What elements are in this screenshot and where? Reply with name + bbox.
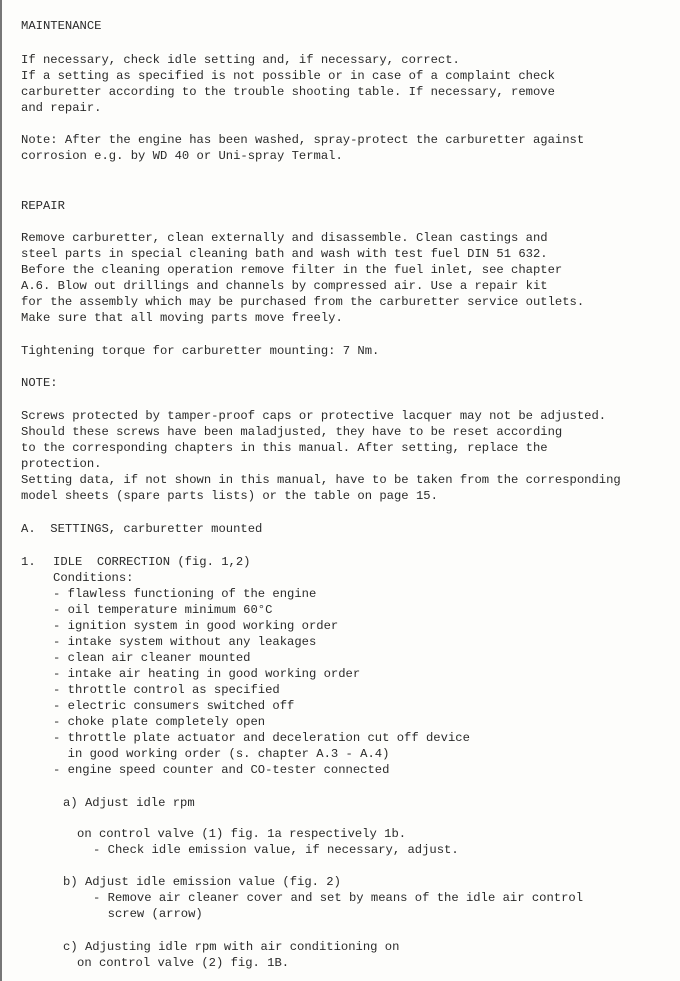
note-heading: NOTE: [21, 376, 58, 390]
step-a-line: - Check idle emission value, if necessary, adjust. [93, 843, 459, 857]
repair-text-line: Before the cleaning operation remove filter in the fuel inlet, see chapter [21, 263, 563, 277]
maintenance-heading: MAINTENANCE [21, 19, 102, 33]
condition-item: - clean air cleaner mounted [53, 651, 251, 665]
maintenance-text-line: carburetter according to the trouble shooting table. If necessary, remove [21, 85, 555, 99]
step-b-line: - Remove air cleaner cover and set by means of the idle air control [93, 891, 584, 905]
repair-text-line: steel parts in special cleaning bath and wash with test fuel DIN 51 632. [21, 247, 548, 261]
repair-text-line: Make sure that all moving parts move freely. [21, 311, 343, 325]
section-a-heading: A. SETTINGS, carburetter mounted [21, 522, 263, 536]
repair-text-line: for the assembly which may be purchased from the carburetter service outlets. [21, 295, 585, 309]
maintenance-text-line: and repair. [21, 101, 102, 115]
repair-heading: REPAIR [21, 199, 65, 213]
condition-item: - engine speed counter and CO-tester connected [53, 763, 390, 777]
condition-item: - throttle control as specified [53, 683, 280, 697]
condition-item: - oil temperature minimum 60°C [53, 603, 273, 617]
item-number: 1. [21, 555, 36, 569]
maintenance-text-line: If necessary, check idle setting and, if necessary, correct. [21, 53, 460, 67]
note-text-line: Should these screws have been maladjusted, they have to be reset according [21, 425, 563, 439]
maintenance-note-line: Note: After the engine has been washed, spray-protect the carburetter against [21, 133, 585, 147]
condition-item: - choke plate completely open [53, 715, 266, 729]
conditions-label: Conditions: [53, 571, 134, 585]
condition-item: - electric consumers switched off [53, 699, 295, 713]
condition-item: - intake system without any leakages [53, 635, 317, 649]
note-text-line: to the corresponding chapters in this manual. After setting, replace the [21, 441, 548, 455]
step-c-line: on control valve (2) fig. 1B. [77, 956, 290, 970]
condition-item: - throttle plate actuator and deceleration cut off device [53, 731, 470, 745]
maintenance-note-line: corrosion e.g. by WD 40 or Uni-spray Termal. [21, 149, 343, 163]
step-a-line: on control valve (1) fig. 1a respectively 1b. [77, 827, 407, 841]
step-a-title: a) Adjust idle rpm [63, 796, 195, 810]
step-b-line: screw (arrow) [93, 907, 203, 921]
item-title: IDLE CORRECTION (fig. 1,2) [53, 555, 251, 569]
note-text-line: model sheets (spare parts lists) or the table on page 15. [21, 489, 438, 503]
step-b-title: b) Adjust idle emission value (fig. 2) [63, 875, 341, 889]
condition-item: in good working order (s. chapter A.3 - A.4) [53, 747, 390, 761]
repair-text-line: Remove carburetter, clean externally and disassemble. Clean castings and [21, 231, 548, 245]
note-text-line: protection. [21, 457, 102, 471]
maintenance-text-line: If a setting as specified is not possible or in case of a complaint check [21, 69, 555, 83]
condition-item: - intake air heating in good working order [53, 667, 361, 681]
repair-text-line: A.6. Blow out drillings and channels by compressed air. Use a repair kit [21, 279, 548, 293]
step-c-title: c) Adjusting idle rpm with air conditioning on [63, 940, 400, 954]
note-text-line: Screws protected by tamper-proof caps or protective lacquer may not be adjusted. [21, 409, 607, 423]
note-text-line: Setting data, if not shown in this manual, have to be taken from the corresponding [21, 473, 621, 487]
condition-item: - ignition system in good working order [53, 619, 339, 633]
condition-item: - flawless functioning of the engine [53, 587, 317, 601]
torque-spec: Tightening torque for carburetter mounting: 7 Nm. [21, 344, 380, 358]
